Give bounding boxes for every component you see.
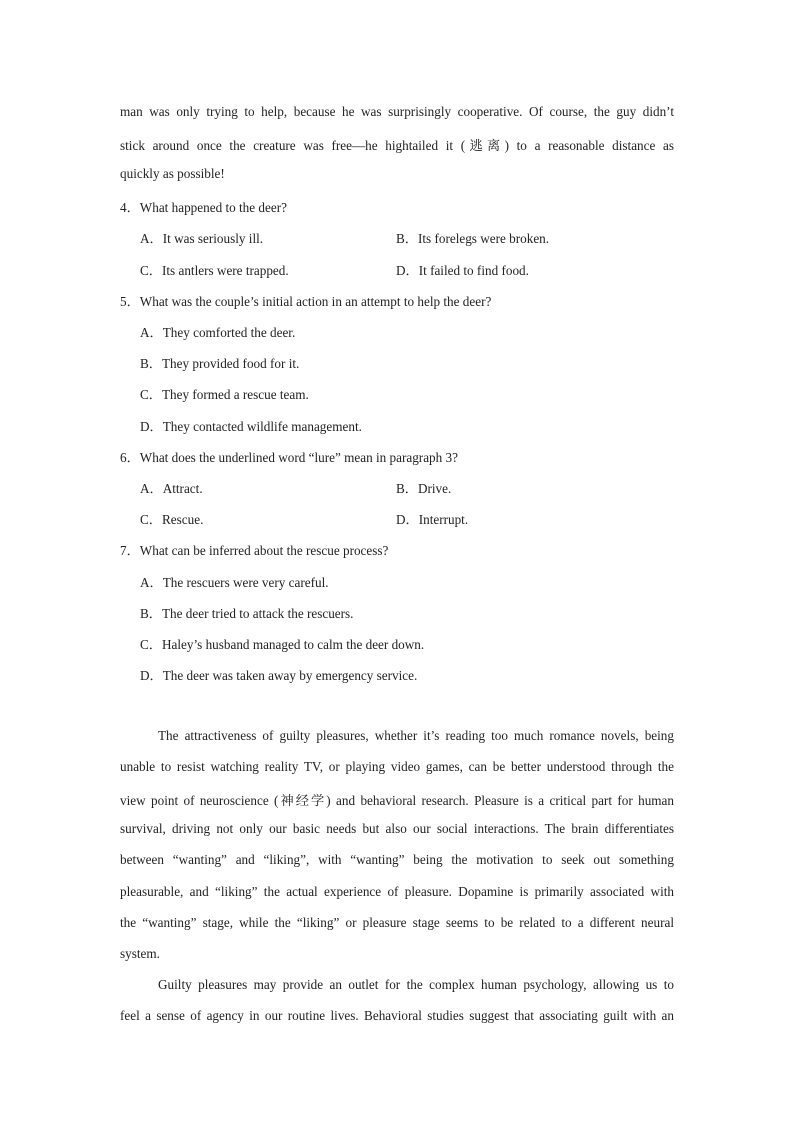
- option-d: D．Interrupt.: [396, 512, 469, 527]
- option-c: C．Haley’s husband managed to calm the deer down.: [140, 637, 425, 652]
- passage-line: man was only trying to help, because he was surprisingly cooperative. Of course, the guy didn’t: [120, 104, 674, 119]
- question-stem: 4．What happened to the deer?: [120, 200, 287, 215]
- passage-line: stick around once the creature was free—he hightailed it (逃离) to a reasonable distance as: [120, 138, 674, 153]
- paragraph-line: feel a sense of agency in our routine lives. Behavioral studies suggest that associating guilt with an: [120, 1008, 674, 1023]
- option-b: B．The deer tried to attack the rescuers.: [140, 606, 354, 621]
- paragraph-line: survival, driving not only our basic needs but also our social interactions. The brain differentiates: [120, 821, 674, 836]
- paragraph-line: unable to resist watching reality TV, or playing video games, can be better understood through the: [120, 759, 674, 774]
- option-d: D．It failed to find food.: [396, 263, 529, 278]
- option-b: B．Drive.: [396, 481, 452, 496]
- paragraph-line: The attractiveness of guilty pleasures, whether it’s reading too much romance novels, being: [158, 728, 674, 743]
- option-d: D．The deer was taken away by emergency service.: [140, 668, 418, 683]
- paragraph-line: the “wanting” stage, while the “liking” or pleasure stage seems to be related to a different neural: [120, 915, 674, 930]
- question-stem: 5．What was the couple’s initial action in an attempt to help the deer?: [120, 294, 492, 309]
- question-stem: 7．What can be inferred about the rescue process?: [120, 543, 389, 558]
- passage-line: quickly as possible!: [120, 166, 225, 181]
- option-a: A．The rescuers were very careful.: [140, 575, 329, 590]
- option-c: C．Its antlers were trapped.: [140, 263, 289, 278]
- paragraph-line: system.: [120, 946, 160, 961]
- paragraph-line: pleasurable, and “liking” the actual experience of pleasure. Dopamine is primarily associated with: [120, 884, 674, 899]
- option-b: B．They provided food for it.: [140, 356, 300, 371]
- option-a: A．They comforted the deer.: [140, 325, 296, 340]
- option-c: C．Rescue.: [140, 512, 204, 527]
- paragraph-line: between “wanting” and “liking”, with “wanting” being the motivation to seek out something: [120, 852, 674, 867]
- option-a: A．Attract.: [140, 481, 203, 496]
- option-d: D．They contacted wildlife management.: [140, 419, 362, 434]
- paragraph-line: Guilty pleasures may provide an outlet for the complex human psychology, allowing us to: [158, 977, 674, 992]
- paragraph-line: view point of neuroscience (神经学) and behavioral research. Pleasure is a critical part for human: [120, 793, 674, 808]
- option-a: A．It was seriously ill.: [140, 231, 264, 246]
- option-c: C．They formed a rescue team.: [140, 387, 309, 402]
- question-stem: 6．What does the underlined word “lure” mean in paragraph 3?: [120, 450, 458, 465]
- option-b: B．Its forelegs were broken.: [396, 231, 550, 246]
